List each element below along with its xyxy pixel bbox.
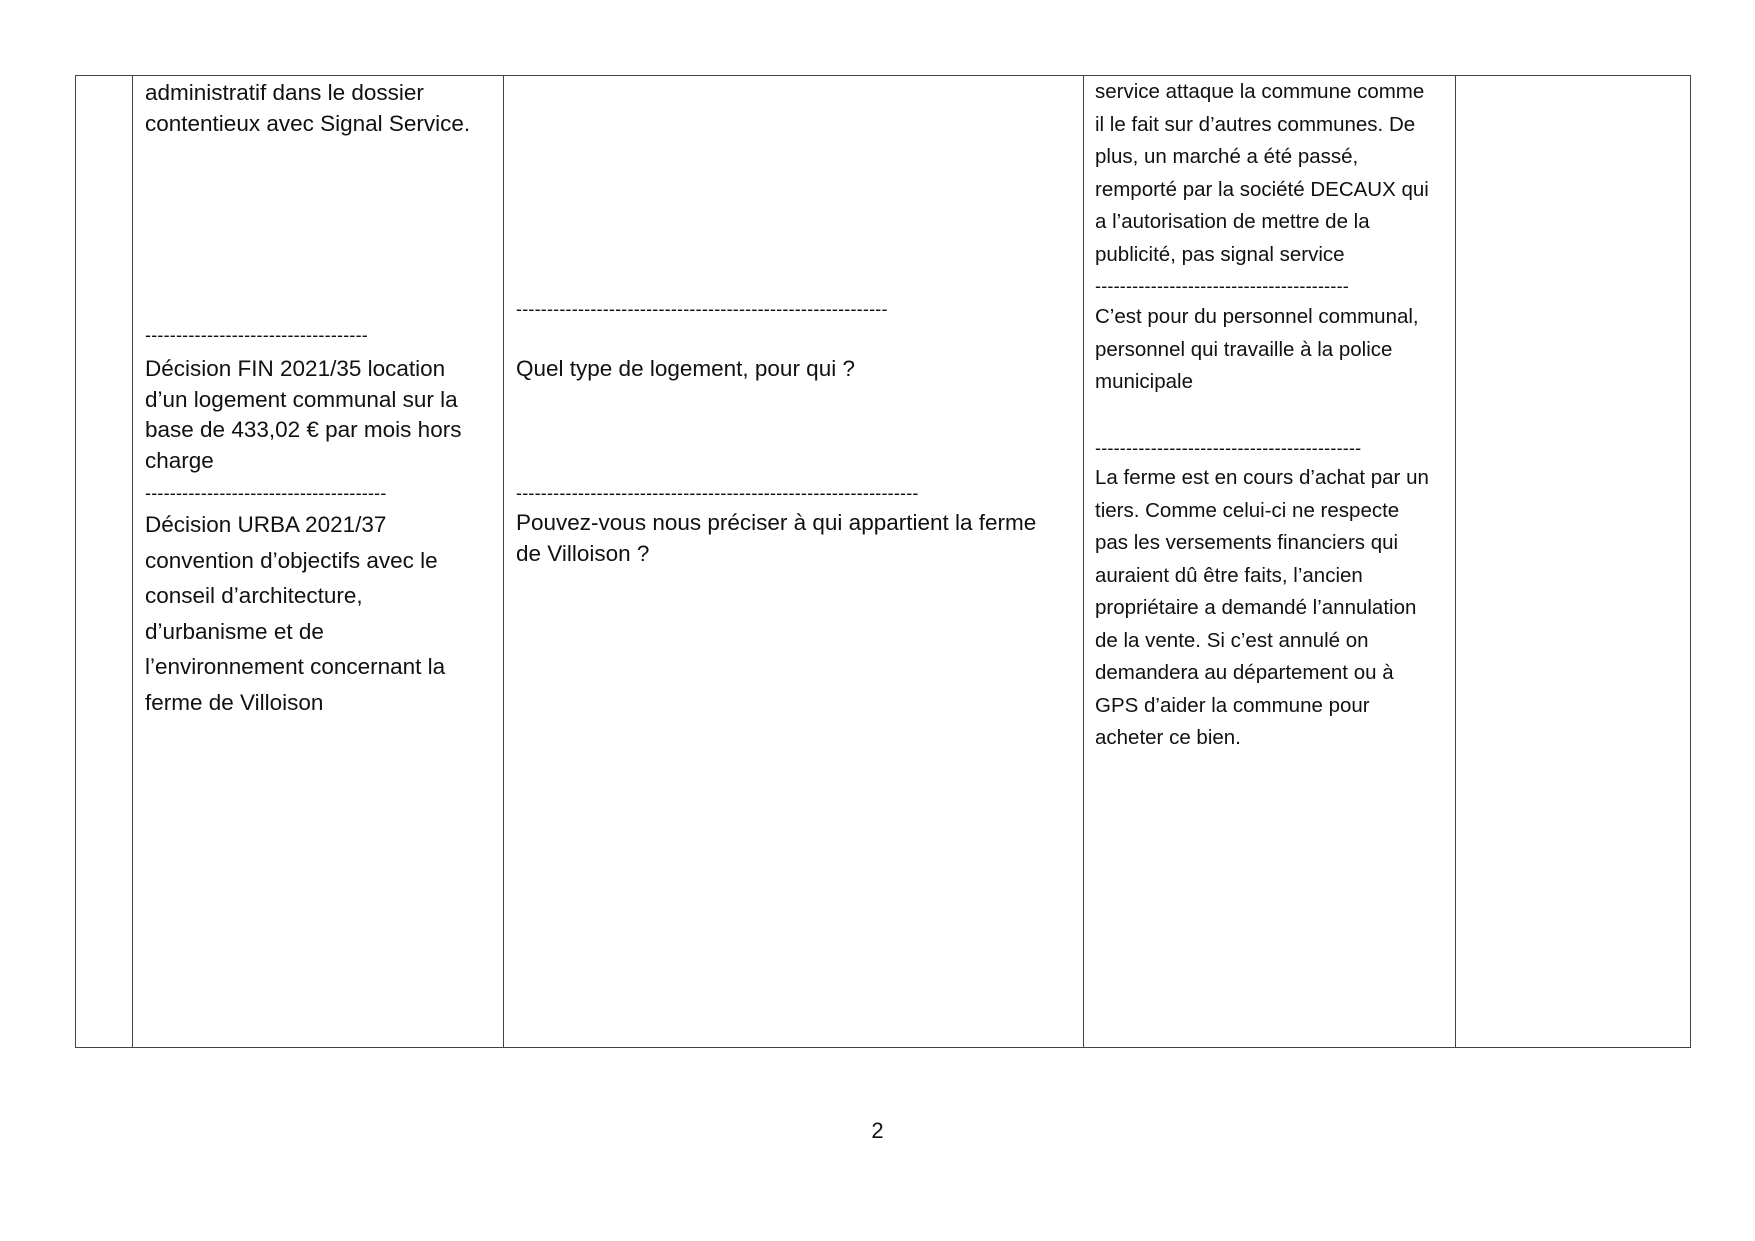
table-column-4: [1084, 76, 1456, 1047]
column2-text-block-3: Décision URBA 2021/37 convention d’objectifs avec le conseil d’architecture, d’urbanisme et de l’environnement concernant la ferme de Villoison: [145, 512, 446, 715]
column4-separator-1: -----------------------------------------: [1095, 276, 1349, 296]
column4-separator-2: -------------------------------------------: [1095, 438, 1362, 458]
column4-answer-1: service attaque la commune comme il le fait sur d’autres communes. De plus, un marché a été passé, remporté par la société DECAUX qui a l’autorisation de mettre de la publicité, pas signal service: [1095, 80, 1429, 266]
column3-separator-2: -----------------------------------------------------------------: [516, 483, 919, 503]
column2-text-block-1: administratif dans le dossier contentieux avec Signal Service.: [145, 80, 471, 136]
column2-separator-1: ------------------------------------: [145, 325, 368, 345]
column2-separator-2: ---------------------------------------: [145, 483, 387, 503]
column3-question-1: Quel type de logement, pour qui ?: [516, 356, 855, 381]
column2-text-block-2: Décision FIN 2021/35 location d’un logement communal sur la base de 433,02 € par mois hors charge: [145, 356, 462, 473]
column4-answer-3: La ferme est en cours d’achat par un tiers. Comme celui-ci ne respecte pas les versements financiers qui auraient dû être faits, l’ancien propriétaire a demandé l’annulation de la vente. Si c’est annulé on demandera au département ou à GPS d’aider la commune pour acheter ce bien.: [1095, 466, 1429, 749]
table-column-3: [504, 76, 1084, 1047]
page-number: 2: [871, 1118, 884, 1143]
column4-answer-2: C’est pour du personnel communal, personnel qui travaille à la police municipale: [1095, 305, 1419, 393]
column3-question-2: Pouvez-vous nous préciser à qui appartient la ferme de Villoison ?: [516, 510, 1037, 566]
table-column-1: [76, 76, 133, 1047]
column3-separator-1: ------------------------------------------------------------: [516, 299, 888, 319]
table-column-2: [133, 76, 504, 1047]
table-column-5: [1456, 76, 1692, 1047]
document-table: [75, 75, 1691, 1048]
